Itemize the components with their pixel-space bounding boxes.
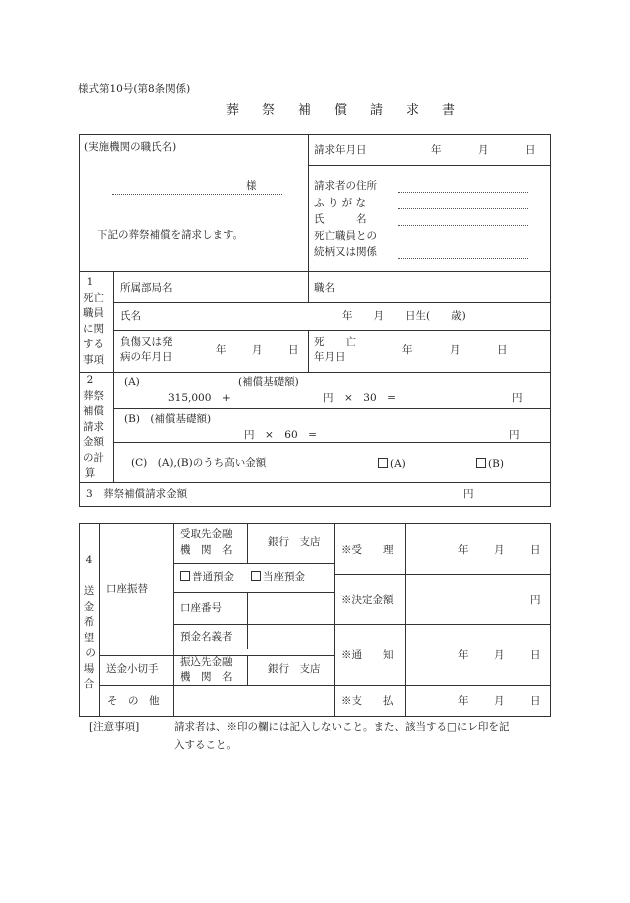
furigana-line[interactable] <box>398 208 528 209</box>
address-line[interactable] <box>398 192 528 193</box>
request-text: 下記の葬祭補償を請求します。 <box>97 229 244 241</box>
account-holder-label: 預金名義者 <box>180 631 233 643</box>
payment-label: ※支 払 <box>341 695 394 707</box>
calc-a-multiplier: 円 × 30 = <box>323 392 396 404</box>
notice-day: 日 <box>530 649 541 661</box>
notice-label: ※通 知 <box>341 649 394 661</box>
calc-a-yen: 円 <box>512 392 523 404</box>
injury-label-1: 負傷又は発 <box>120 336 173 348</box>
agency-name-line[interactable] <box>112 194 282 195</box>
checkbox-icon <box>476 458 486 468</box>
relation-line[interactable] <box>398 258 528 259</box>
note-label: [注意事項] <box>89 721 140 733</box>
account-no-label: 口座番号 <box>180 602 222 614</box>
name-line[interactable] <box>398 225 528 226</box>
death-month: 月 <box>450 344 461 356</box>
birth-label: 年 月 日生( 歳) <box>342 310 466 322</box>
remit-branch-label: 銀行 支店 <box>268 663 321 675</box>
death-label-2: 年月日 <box>314 351 346 363</box>
name-label: 氏 名 <box>314 213 367 225</box>
remittance-table <box>79 523 551 717</box>
title-char: 求 <box>406 103 420 118</box>
note-line-2: 入すること。 <box>174 739 237 751</box>
receipt-year: 年 <box>458 544 469 556</box>
calc-c-label: (C) (A),(B)のうち高い金額 <box>131 457 267 469</box>
title-char: 補 <box>298 103 312 118</box>
title-char: 祭 <box>262 103 276 118</box>
checkbox-a[interactable]: (A) <box>378 458 406 470</box>
bank-label-1: 受取先金融 <box>180 528 233 540</box>
title-char: 請 <box>370 103 384 118</box>
remit-label-2: 機 関 名 <box>180 671 233 683</box>
form-number: 様式第10号(第8条関係) <box>78 83 191 95</box>
dept-label: 所属部局名 <box>120 282 173 294</box>
payment-day: 日 <box>530 695 541 707</box>
note-line-1: 請求者は、※印の欄には記入しないこと。また、該当する□にレ印を記 <box>174 721 510 733</box>
sec2-label: 2 葬祭 補償 請求 金額 の計 算 <box>83 374 104 479</box>
death-label-1: 死 亡 <box>314 336 356 348</box>
notice-month: 月 <box>494 649 505 661</box>
check-label: 送金小切手 <box>106 663 159 675</box>
calc-a-label: (A) <box>124 376 140 388</box>
relation-label-1: 死亡職員との <box>314 230 377 242</box>
decision-label: ※決定金額 <box>341 594 394 606</box>
injury-day: 日 <box>288 344 299 356</box>
furigana-label: ふ り が な <box>314 197 367 209</box>
receipt-day: 日 <box>530 544 541 556</box>
calc-a-formula: 315,000 + <box>168 392 231 404</box>
deceased-name-label: 氏名 <box>120 310 141 322</box>
bank-branch-label: 銀行 支店 <box>268 536 321 548</box>
sec3-label: 3 葬祭補償請求金額 <box>86 488 188 500</box>
year-label: 年 <box>431 144 442 156</box>
notice-year: 年 <box>458 649 469 661</box>
title-char: 書 <box>442 103 456 118</box>
calc-a-base-label: (補償基礎額) <box>238 376 299 388</box>
receipt-label: ※受 理 <box>341 544 394 556</box>
checkbox-icon <box>180 571 190 581</box>
injury-month: 月 <box>252 344 263 356</box>
month-label: 月 <box>478 144 489 156</box>
calc-b-label: (B) (補償基礎額) <box>124 413 212 425</box>
checkbox-normal-deposit[interactable]: 普通預金 <box>180 571 234 583</box>
checkbox-b[interactable]: (B) <box>476 458 504 470</box>
relation-label-2: 続柄又は関係 <box>314 246 377 258</box>
job-label: 職名 <box>314 282 335 294</box>
checkbox-icon <box>251 571 261 581</box>
request-date-label: 請求年月日 <box>314 144 367 156</box>
sec4-label: 4 送 金 希 望 の 場 合 <box>83 554 96 690</box>
title-char: 葬 <box>226 103 240 118</box>
death-day: 日 <box>497 344 508 356</box>
payment-year: 年 <box>458 695 469 707</box>
other-label: そ の 他 <box>107 695 160 707</box>
checkbox-icon <box>378 458 388 468</box>
death-year: 年 <box>402 344 413 356</box>
receipt-month: 月 <box>494 544 505 556</box>
sama-label: 様 <box>246 180 257 192</box>
injury-year: 年 <box>216 344 227 356</box>
sec3-yen: 円 <box>463 488 474 500</box>
title-char: 償 <box>334 103 348 118</box>
checkbox-current-deposit[interactable]: 当座預金 <box>251 571 305 583</box>
calc-b-multiplier: 円 × 60 = <box>244 429 317 441</box>
payment-month: 月 <box>494 695 505 707</box>
transfer-label: 口座振替 <box>106 583 148 595</box>
address-label: 請求者の住所 <box>314 180 377 192</box>
injury-label-2: 病の年月日 <box>120 351 173 363</box>
remit-label-1: 振込先金融 <box>180 656 233 668</box>
day-label: 日 <box>525 144 536 156</box>
calc-b-yen: 円 <box>509 429 520 441</box>
agency-label: (実施機関の職氏名) <box>84 141 177 153</box>
bank-label-2: 機 関 名 <box>180 544 233 556</box>
decision-yen: 円 <box>530 594 541 606</box>
sec1-label: 1 死亡 職員 に関 する 事項 <box>83 276 104 366</box>
